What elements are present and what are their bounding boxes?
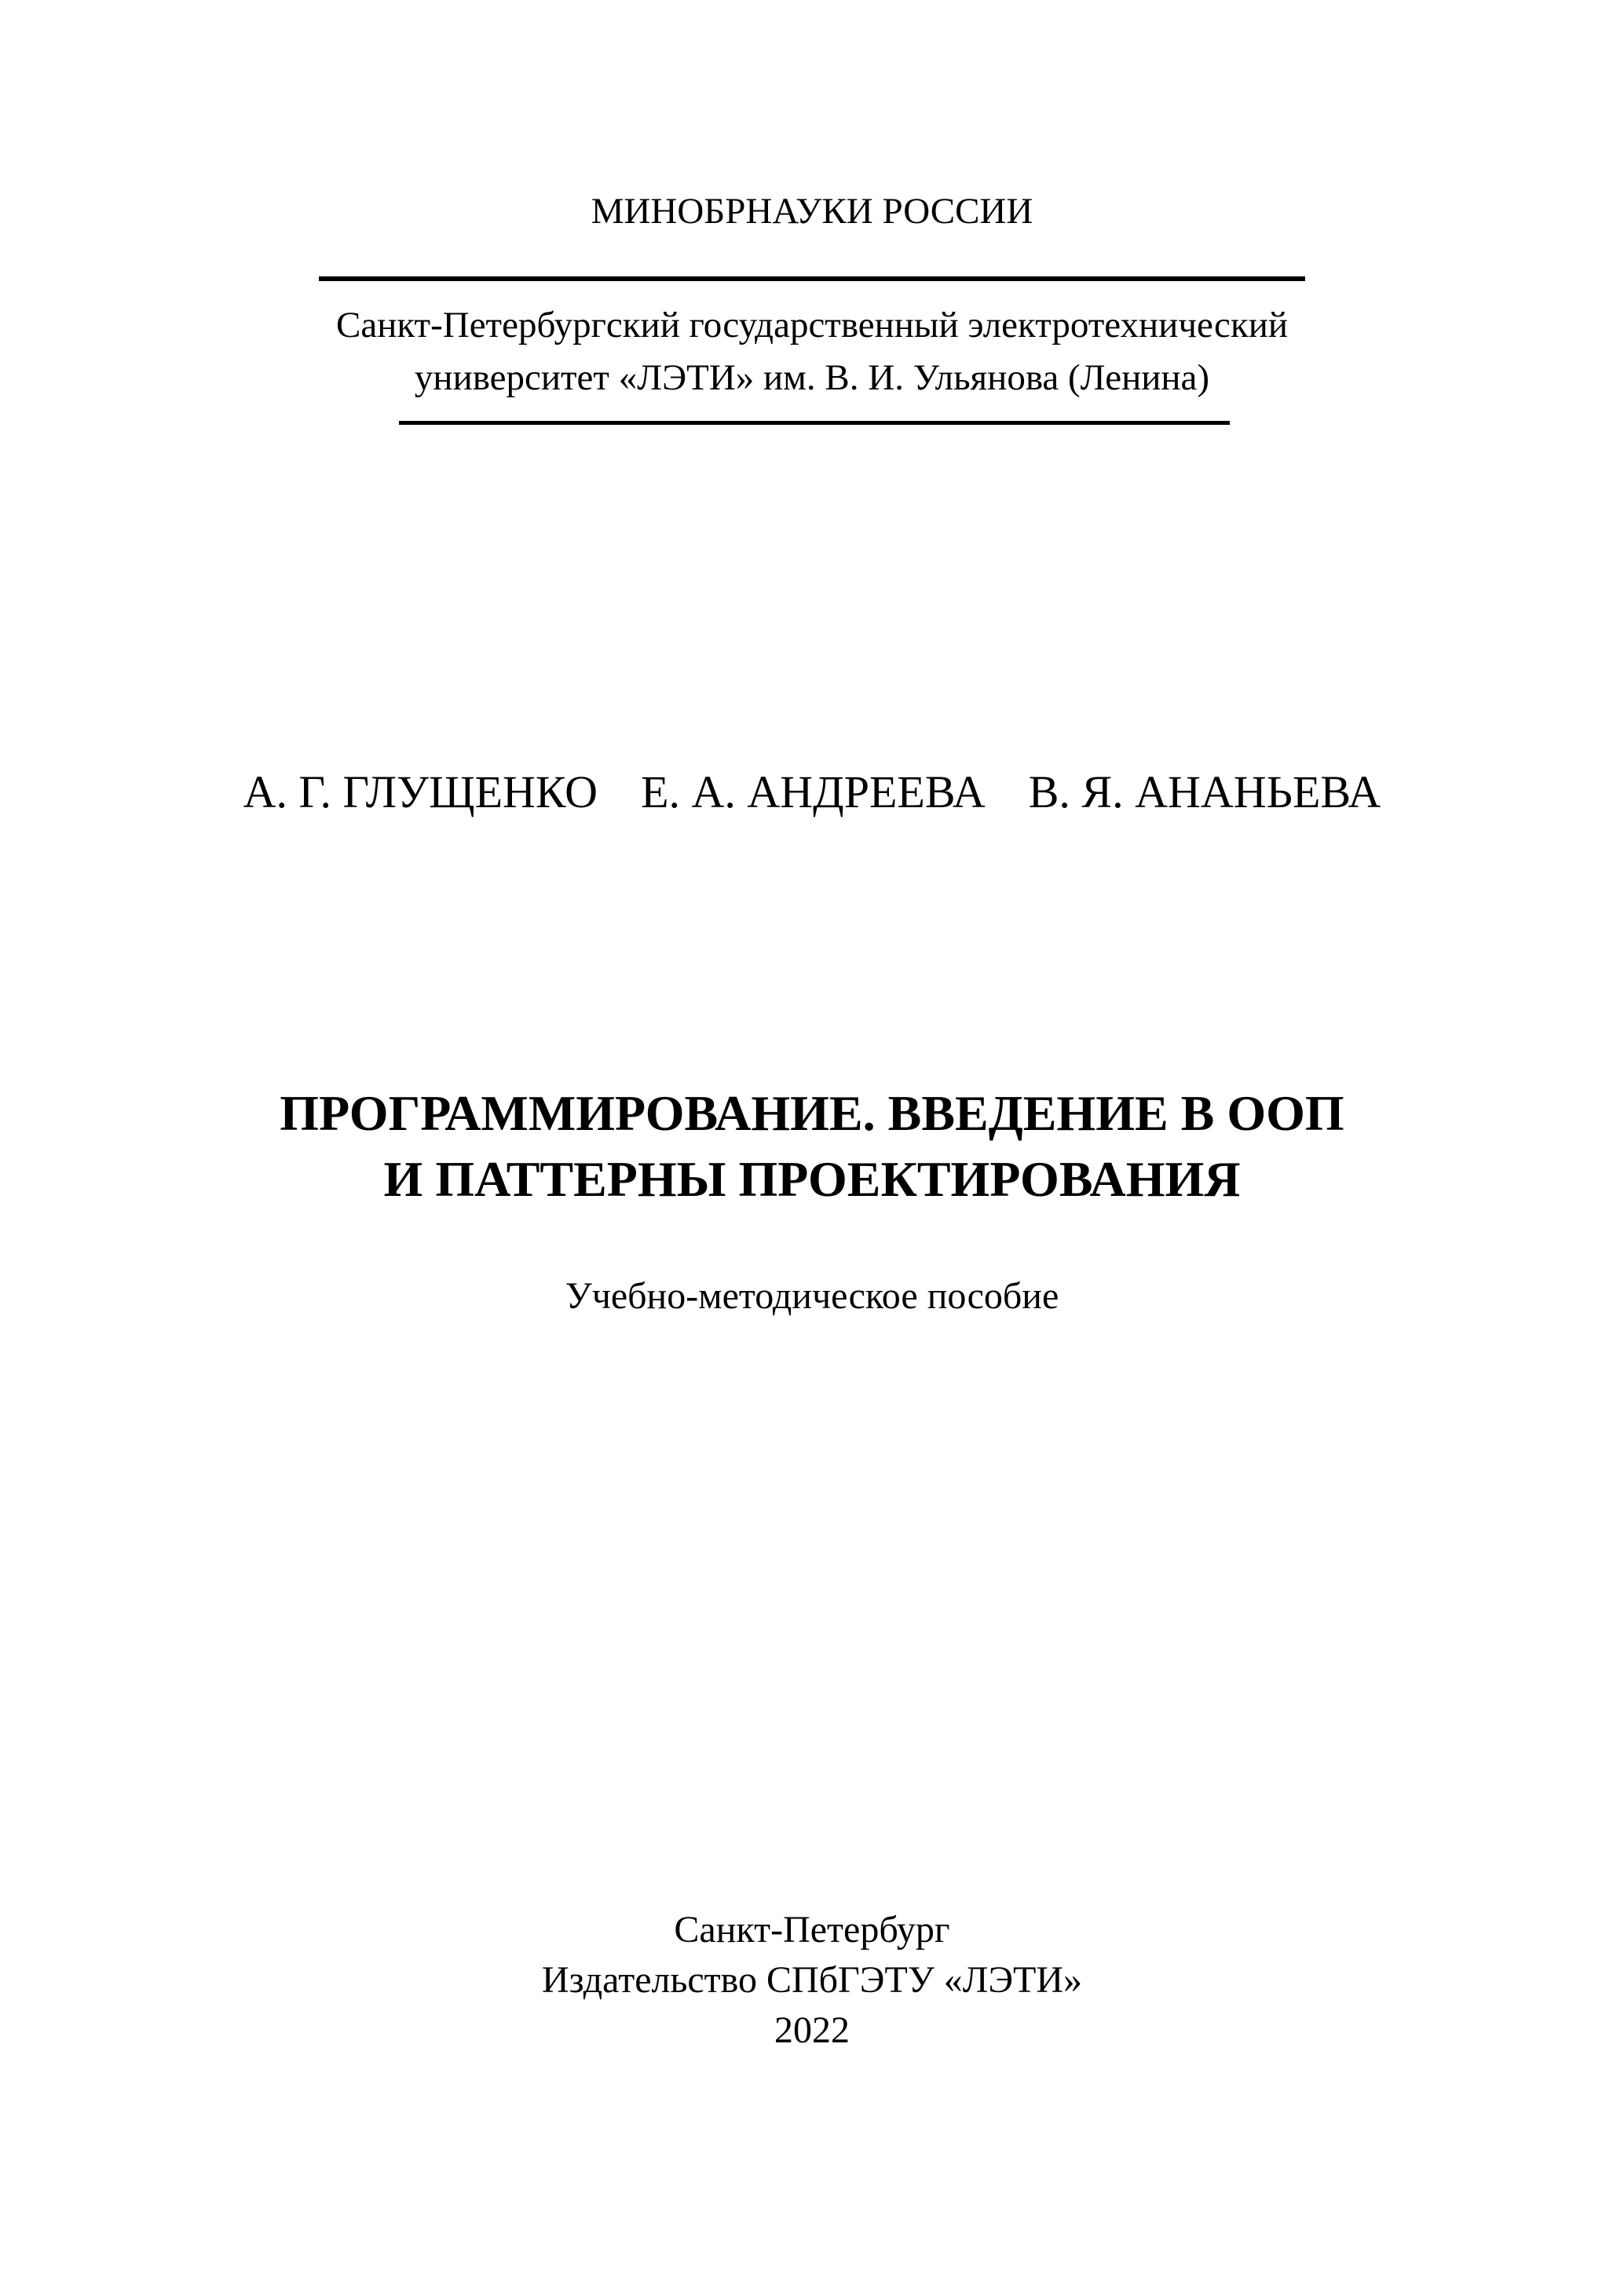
book-title-line1: ПРОГРАММИРОВАНИЕ. ВВЕДЕНИЕ В ООП xyxy=(280,1085,1344,1141)
subtitle: Учебно-методическое пособие xyxy=(565,1275,1059,1317)
book-title xyxy=(0,1080,1624,1212)
university-name-line2: университет «ЛЭТИ» им. В. И. Ульянова (Ленина) xyxy=(414,357,1210,398)
imprint-publisher: Издательство СПбГЭТУ «ЛЭТИ» xyxy=(541,1959,1083,2001)
author-name: В. Я. АНАНЬЕВА xyxy=(1028,766,1381,817)
university-name-line1: Санкт-Петербургский государственный электротехнический xyxy=(335,305,1289,345)
author-name: А. Г. ГЛУЩЕНКО xyxy=(243,766,598,817)
header-rule-top xyxy=(319,276,1305,281)
book-title-line2: И ПАТТЕРНЫ ПРОЕКТИРОВАНИЯ xyxy=(383,1151,1241,1207)
authors-line xyxy=(0,766,1624,818)
authors-row xyxy=(243,766,1381,818)
ministry-header: МИНОБРНАУКИ РОССИИ xyxy=(591,191,1033,232)
university-name xyxy=(0,299,1624,404)
header-rule-bottom xyxy=(399,421,1230,425)
imprint-city: Санкт-Петербург xyxy=(674,1909,950,1951)
imprint xyxy=(0,1905,1624,2056)
author-name: Е. А. АНДРЕЕВА xyxy=(641,766,986,817)
imprint-year: 2022 xyxy=(774,2009,850,2051)
